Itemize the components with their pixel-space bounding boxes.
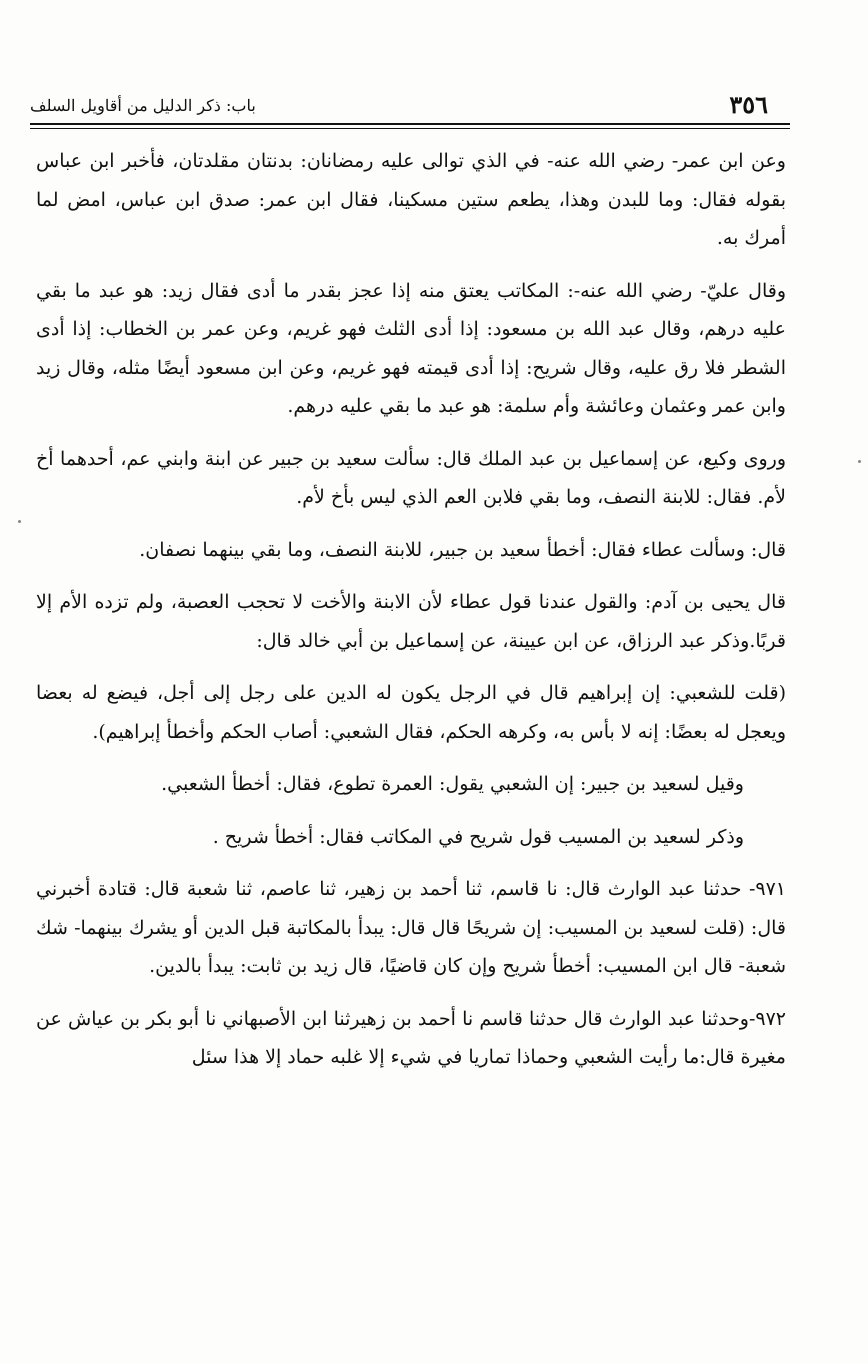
- scan-speck: [18, 520, 21, 523]
- paragraph-said-ibn-jubayr: وقيل لسعيد بن جبير: إن الشعبي يقول: العمرة تطوع، فقال: أخطأ الشعبي.: [161, 773, 744, 795]
- paragraph-hadith-971: ٩٧١- حدثنا عبد الوارث قال: نا قاسم، ثنا أحمد بن زهير، ثنا عاصم، ثنا شعبة قال: قتادة أخبرني قال: (قلت لسعيد بن المسيب: إن شريحًا قال قال: يبدأ بالمكاتبة قبل الدين أو يشرك بينهما- شك شعبة- قال ابن المسيب: أخطأ شريح وإن كان قاضيًا، قال زيد بن ثابت: يبدأ بالدين.: [36, 878, 786, 977]
- paragraph-shabi-quote: (قلت للشعبي: إن إبراهيم قال في الرجل يكون له الدين على رجل إلى أجل، فيضع له بعضا ويعجل له بعضًا: إنه لا بأس به، وكرهه الحكم، فقال الشعبي: أصاب الحكم وأخطأ إبراهيم).: [36, 682, 786, 743]
- paragraph-hadith-972: ٩٧٢-وحدثنا عبد الوارث قال حدثنا قاسم نا أحمد بن زهيرثنا ابن الأصبهاني نا أبو بكر بن عياش عن مغيرة قال:ما رأيت الشعبي وحماذا تماريا في شيء إلا غلبه حماد إلا هذا سئل: [36, 1007, 786, 1068]
- scan-speck: [858, 460, 861, 463]
- page-header: [30, 88, 790, 122]
- running-title: باب: ذكر الدليل من أقاويل السلف: [30, 96, 256, 115]
- paragraph-yahya-ibn-adam: قال يحيى بن آدم: والقول عندنا قول عطاء لأن الابنة والأخت لا تحجب العصبة، ولم تزده الأم إلا قربًا.وذكر عبد الرزاق، عن ابن عيينة، عن إسماعيل بن أبي خالد قال:: [36, 591, 786, 652]
- paragraph-said-ibn-musayyib: وذكر لسعيد بن المسيب قول شريح في المكاتب فقال: أخطأ شريح .: [212, 825, 744, 848]
- header-rule: [30, 123, 790, 125]
- paragraph-waki-inheritance: وروى وكيع، عن إسماعيل بن عبد الملك قال: سألت سعيد بن جبير عن ابنة وابني عم، أحدهما أخ لأم. فقال: للابنة النصف، وما بقي فلابن العم الذي ليس بأخ لأم.: [36, 447, 786, 508]
- header-rule-thin: [30, 128, 790, 129]
- body-text: [36, 142, 786, 1091]
- paragraph-ibn-umar-ramadan: وعن ابن عمر- رضي الله عنه- في الذي توالى عليه رمضانان: بدنتان مقلدتان، فأخبر ابن عباس بقوله فقال: وما للبدن وهذا، يطعم ستين مسكينا، فقال ابن عمر: صدق ابن عباس، امض لما أمرك به.: [36, 150, 786, 249]
- paragraph-ata: قال: وسألت عطاء فقال: أخطأ سعيد بن جبير، للابنة النصف، وما بقي بينهما نصفان.: [139, 538, 786, 561]
- page-number: ٣٥٦: [729, 90, 768, 119]
- paragraph-mukatab-ali: وقال عليّ- رضي الله عنه-: المكاتب يعتق منه إذا عجز بقدر ما أدى فقال زيد: هو عبد ما بقي عليه درهم، وقال عبد الله بن مسعود: إذا أدى الثلث فهو غريم، وعن عمر بن الخطاب: إذا أدى الشطر فلا رق عليه، وقال شريح: إذا أدى قيمته فهو غريم، وعن ابن مسعود أيضًا مثله، وقال زيد وابن عمر وعثمان وعائشة وأم سلمة: هو عبد ما بقي عليه درهم.: [36, 279, 786, 417]
